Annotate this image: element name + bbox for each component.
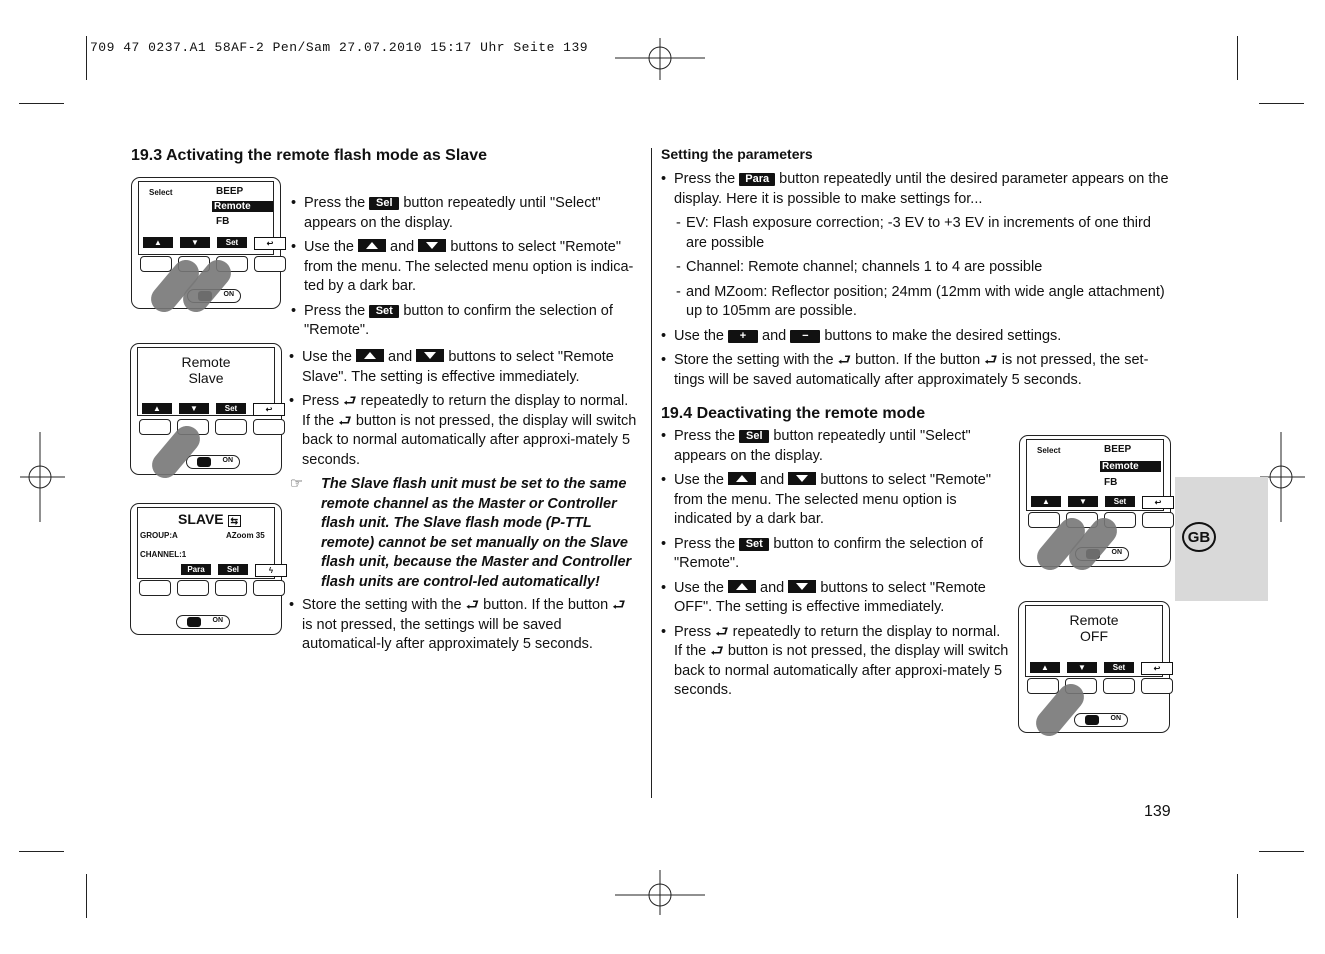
para-key-icon: Para [739,173,775,186]
display-text: BEEP [216,186,244,197]
section-heading: 19.3 Activating the remote flash mode as Slave [131,147,487,164]
hardware-key [1141,678,1173,694]
flash-unit-illustration [131,177,281,309]
list-item: - EV: Flash exposure correction; -3 EV to +3 EV in increments of one third are possible [674,214,1173,253]
return-button-icon: ⮐ [465,597,480,614]
list-item: • Press ⮐ repeatedly to return the display to normal. If the ⮐ button is not pressed, the display will switch back to normal automatically after approxi-mately 5 seconds. [661,623,1011,701]
instructions-block [661,170,1173,395]
note-block [290,475,640,592]
return-button-icon: ⮐ [837,352,852,369]
down-soft-key-icon: ▼ [1067,662,1097,673]
section-heading: 19.4 Deactivating the remote mode [661,405,926,422]
flash-soft-key-icon: ϟ [255,564,287,577]
return-button-icon: ⮐ [984,352,998,369]
flash-display [137,507,275,579]
display-text: FB [1104,477,1118,488]
display-text: FB [216,216,230,227]
list-item: • Use the + and − buttons to make the desired settings. [661,327,1173,347]
list-item: • Press the Set button to confirm the selection of "Remote". [661,535,1011,574]
on-switch: ON [1075,547,1129,561]
display-text: GROUP:A [140,531,178,540]
set-soft-key: Set [1105,496,1135,507]
crop-mark [1259,851,1304,852]
list-item: • Press ⮐ repeatedly to return the display to normal. If the ⮐ button is not pressed, the display will switch back to normal automatically after approxi-mately 5 seconds. [289,392,637,470]
up-soft-key-icon: ▲ [1031,496,1061,507]
registration-mark-icon [615,870,705,920]
hardware-key [254,256,286,272]
down-soft-key-icon: ▼ [1068,496,1098,507]
return-button-icon: ⮐ [710,643,724,660]
instructions-block [291,194,636,346]
set-key-icon: Set [369,305,399,318]
remote-mode-icon: ⇆ [228,515,242,527]
list-item: • Press the Set button to confirm the selection of "Remote". [291,302,636,341]
hardware-key [215,419,247,435]
flash-display [137,347,275,416]
down-soft-key-icon: ▼ [179,403,209,414]
hardware-key [215,580,247,596]
hardware-key [139,580,171,596]
flash-display [1025,605,1163,677]
up-button-icon [728,472,756,485]
down-button-icon [418,239,446,252]
hardware-key [1103,678,1135,694]
display-text: Remote Slave [181,354,231,386]
on-switch: ON [176,615,230,629]
up-soft-key-icon: ▲ [143,237,173,248]
crop-mark [86,874,87,918]
crop-mark [1237,874,1238,918]
sel-soft-key: Sel [218,564,248,575]
column-divider [651,148,652,798]
sel-key-icon: Sel [369,197,399,210]
list-item: • Store the setting with the ⮐ button. If the button ⮐ is not pressed, the settings will be saved automatical-ly after approximately 5 seconds. [289,596,639,655]
list-item: • Press the Sel button repeatedly until "Select" appears on the display. [291,194,636,233]
hardware-key [177,580,209,596]
blank-soft-key [142,564,174,577]
on-switch: ON [187,289,241,303]
up-soft-key-icon: ▲ [1030,662,1060,673]
para-soft-key: Para [181,564,211,575]
pointing-hand-icon: ☞ [290,476,303,492]
set-soft-key: Set [1104,662,1134,673]
up-button-icon [358,239,386,252]
crop-mark [1237,36,1238,80]
display-text: Select [149,188,173,197]
hardware-key [1142,512,1174,528]
on-switch: ON [1074,713,1128,727]
instructions-block [289,348,637,475]
language-badge: GB [1182,522,1216,552]
subheading: Setting the parameters [661,146,813,162]
display-text: Remote OFF [1069,612,1119,644]
list-item: • Use the and buttons to select "Remote OFF". The setting is effective immediately. [661,579,1011,618]
up-button-icon [728,580,756,593]
on-switch: ON [186,455,240,469]
note-text: The Slave flash unit must be set to the same remote channel as the Master or Controller flash unit. The Slave flash mode (P-TTL remote) cannot be set manually on the Slave flash unit, because the Master and Controller flash units are control-led automatically! [321,476,632,590]
list-item: • Press the Sel button repeatedly until "Select" appears on the display. [661,427,1011,466]
return-button-icon: ⮐ [338,412,352,430]
registration-mark-icon [615,30,705,80]
hardware-key [140,256,172,272]
minus-key-icon: − [790,330,820,343]
crop-mark [1259,103,1304,104]
return-button-icon: ⮐ [343,393,357,410]
return-soft-key-icon: ↩ [1142,496,1174,509]
up-button-icon [356,349,384,362]
list-item: • Use the and buttons to select "Remote" from the menu. The selected menu option is indicated by a dark bar. [661,471,1011,530]
down-button-icon [416,349,444,362]
list-item: • Use the and buttons to select "Remote" from the menu. The selected menu option is indica-ted by a dark bar. [291,238,636,297]
down-button-icon [788,580,816,593]
crop-mark [19,103,64,104]
return-soft-key-icon: ↩ [253,403,285,416]
down-soft-key-icon: ▼ [180,237,210,248]
registration-mark-icon [20,432,65,522]
display-text: CHANNEL:1 [140,550,187,559]
list-item: • Use the and buttons to select "Remote Slave". The setting is effective immediately. [289,348,637,387]
plus-key-icon: + [728,330,758,343]
flash-display [1026,439,1164,511]
instructions-block [289,596,639,660]
display-selected-item: Remote [212,201,273,212]
sel-key-icon: Sel [739,430,769,443]
flash-unit-illustration [130,503,282,635]
print-header: 709 47 0237.A1 58AF-2 Pen/Sam 27.07.2010 15:17 Uhr Seite 139 [90,40,589,55]
hardware-key [253,419,285,435]
display-selected-item: Remote [1100,461,1161,472]
hardware-key [1028,512,1060,528]
hardware-key [139,419,171,435]
set-soft-key: Set [217,237,247,248]
page-number: 139 [1144,803,1171,820]
return-soft-key-icon: ↩ [1141,662,1173,675]
set-soft-key: Set [216,403,246,414]
display-text: AZoom 35 [226,531,265,540]
return-button-icon: ⮐ [612,597,626,614]
hardware-key [1027,678,1059,694]
flash-unit-illustration [1019,435,1171,567]
crop-mark [86,36,87,80]
hardware-key [253,580,285,596]
down-button-icon [788,472,816,485]
flash-display [138,181,274,255]
instructions-block [661,427,1011,706]
list-item: • Press the Para button repeatedly until the desired parameter appears on the display. Here it is possible to make settings for... - EV: Flash exposure correction; -3 EV to +3 EV in increments of one third are possible - Channel: Remote channel; channels 1 to 4 are possible - and MZoom: Reflector position; 24mm (12mm with wide angle attachment) up to 105mm are possible. [661,170,1173,322]
list-item: - Channel: Remote channel; channels 1 to 4 are possible [674,258,1173,278]
up-soft-key-icon: ▲ [142,403,172,414]
return-button-icon: ⮐ [715,623,729,641]
list-item: - and MZoom: Reflector position; 24mm (12mm with wide angle attachment) up to 105mm are possible. [674,283,1173,322]
set-key-icon: Set [739,538,769,551]
return-soft-key-icon: ↩ [254,237,286,250]
list-item: • Store the setting with the ⮐ button. If the button ⮐ is not pressed, the set-tings will be saved automatically after approximately 5 seconds. [661,351,1173,390]
crop-mark [19,851,64,852]
flash-unit-illustration [1018,601,1170,733]
display-text: BEEP [1104,444,1132,455]
flash-unit-illustration [130,343,282,475]
display-title: SLAVE ⇆ [178,511,241,527]
display-text: Select [1037,446,1061,455]
